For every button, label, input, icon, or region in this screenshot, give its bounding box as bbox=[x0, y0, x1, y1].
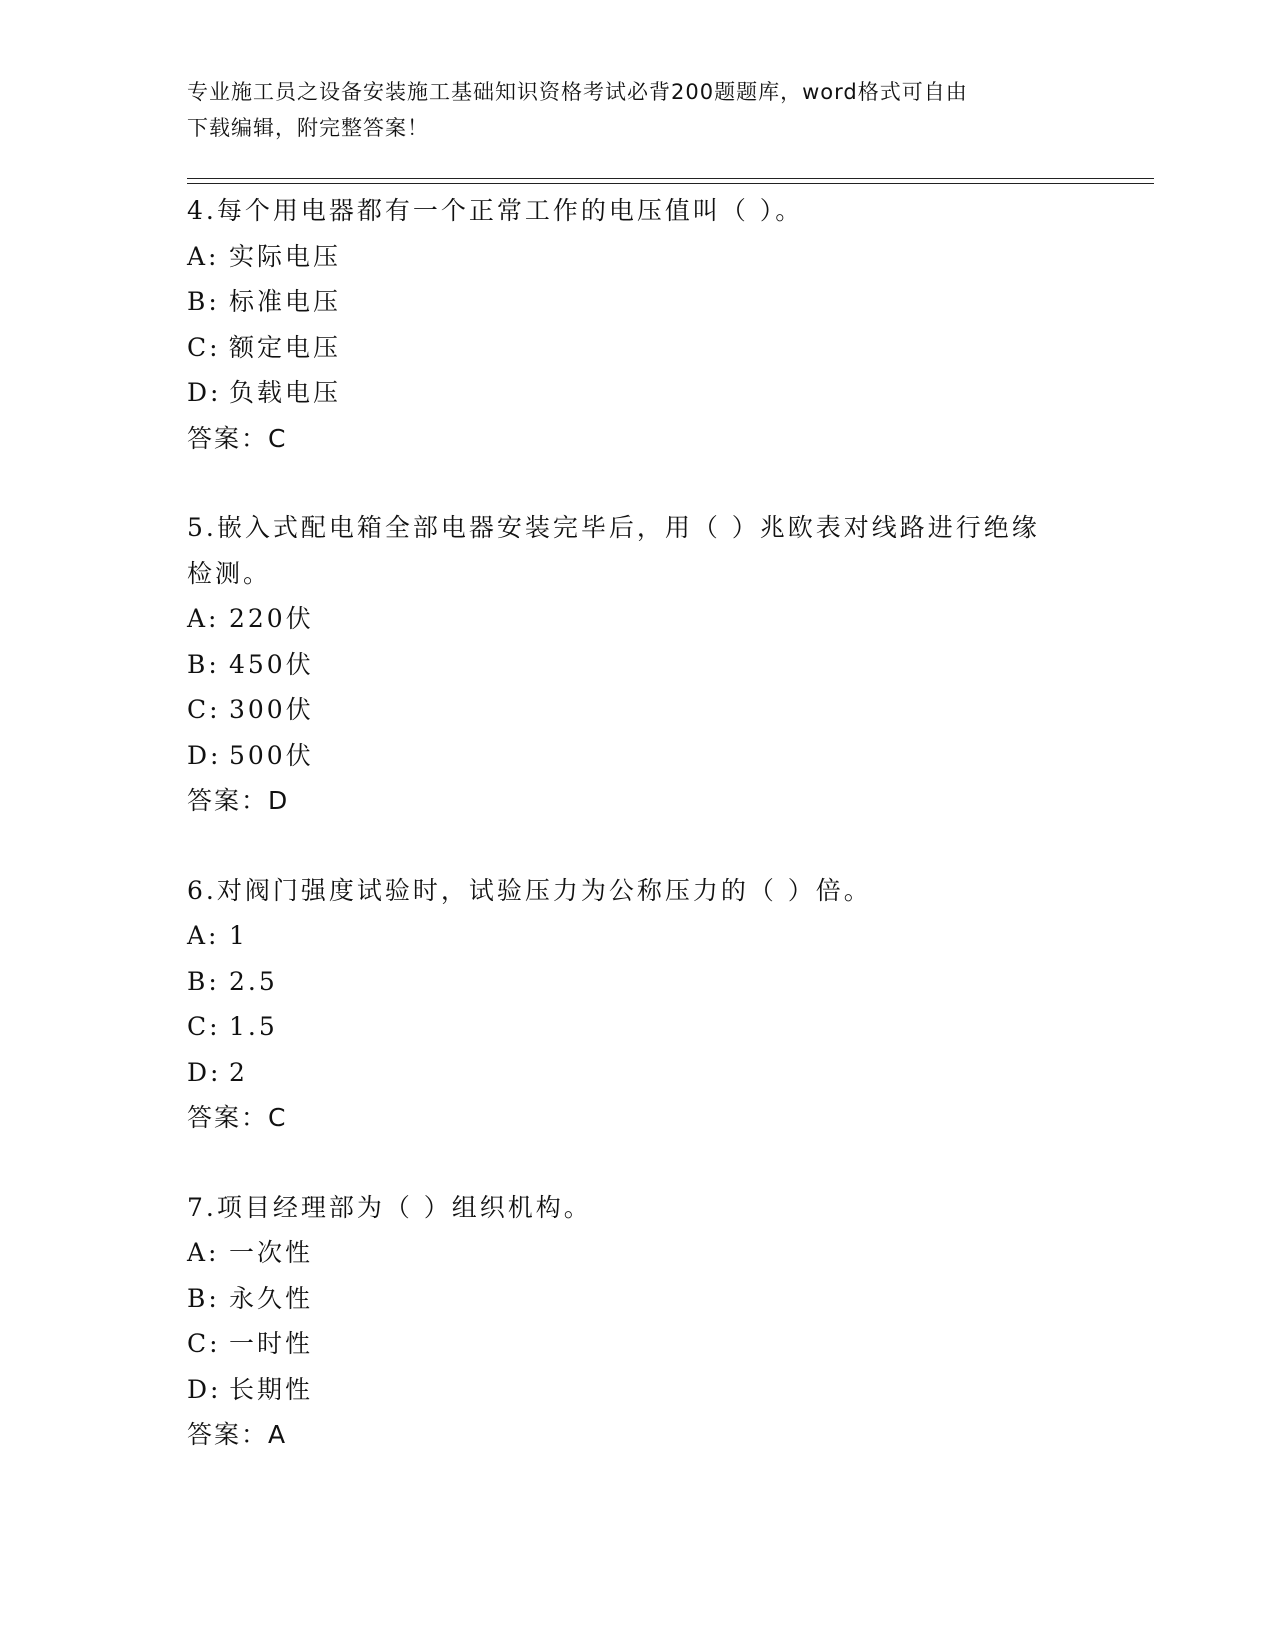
option-b bbox=[187, 642, 1087, 688]
option-c bbox=[187, 687, 1087, 733]
option-d bbox=[187, 1050, 1087, 1096]
option-label: D: bbox=[187, 1374, 222, 1404]
header-divider-bottom bbox=[187, 183, 1154, 184]
option-text: 220伏 bbox=[229, 604, 314, 633]
option-text: 一次性 bbox=[229, 1238, 314, 1267]
question-6 bbox=[187, 868, 1087, 1141]
answer-key: 答案：C bbox=[187, 423, 288, 453]
option-text: 500伏 bbox=[229, 740, 314, 770]
option-label: A: bbox=[187, 1238, 220, 1267]
question-stem: 4.每个用电器都有一个正常工作的电压值叫（ ）。 bbox=[187, 196, 804, 225]
option-b bbox=[187, 959, 1087, 1005]
option-label: D: bbox=[187, 1057, 222, 1087]
option-label: D: bbox=[187, 378, 222, 407]
header-divider-top bbox=[187, 178, 1154, 179]
option-c bbox=[187, 1004, 1087, 1050]
option-c bbox=[187, 325, 1087, 371]
question-list bbox=[187, 188, 1087, 1502]
option-label: C: bbox=[187, 1329, 221, 1358]
option-text: 1 bbox=[229, 921, 248, 950]
document-header bbox=[187, 74, 1087, 146]
question-7 bbox=[187, 1185, 1087, 1458]
option-label: D: bbox=[187, 740, 222, 770]
option-label: C: bbox=[187, 332, 221, 362]
question-stem: 5.嵌入式配电箱全部电器安装完毕后，用（ ）兆欧表对线路进行绝缘检测。 bbox=[187, 513, 1040, 588]
option-text: 永久性 bbox=[229, 1283, 314, 1313]
question-stem: 7.项目经理部为（ ）组织机构。 bbox=[187, 1192, 592, 1222]
option-label: B: bbox=[187, 1283, 220, 1313]
option-c bbox=[187, 1321, 1087, 1367]
option-text: 一时性 bbox=[229, 1329, 314, 1358]
option-a bbox=[187, 596, 1087, 642]
option-d bbox=[187, 733, 1087, 779]
option-text: 负载电压 bbox=[229, 378, 342, 407]
answer-key: 答案：A bbox=[187, 1420, 288, 1449]
option-label: A: bbox=[187, 241, 220, 271]
option-text: 2 bbox=[229, 1057, 248, 1087]
option-label: C: bbox=[187, 1012, 221, 1041]
option-text: 1.5 bbox=[229, 1012, 278, 1041]
option-text: 300伏 bbox=[229, 695, 314, 724]
question-4 bbox=[187, 188, 1087, 461]
option-a bbox=[187, 1230, 1087, 1276]
option-label: A: bbox=[187, 604, 220, 633]
option-text: 长期性 bbox=[229, 1374, 314, 1404]
option-d bbox=[187, 1367, 1087, 1413]
option-b bbox=[187, 279, 1087, 325]
option-text: 实际电压 bbox=[229, 241, 342, 271]
option-label: B: bbox=[187, 287, 220, 316]
question-5 bbox=[187, 505, 1087, 824]
header-title-line-2: 下载编辑，附完整答案！ bbox=[187, 116, 429, 140]
answer-key: 答案：C bbox=[187, 1103, 288, 1132]
option-d bbox=[187, 370, 1087, 416]
option-text: 额定电压 bbox=[229, 332, 342, 362]
option-label: B: bbox=[187, 649, 220, 679]
option-b bbox=[187, 1276, 1087, 1322]
option-a bbox=[187, 913, 1087, 959]
answer-key: 答案：D bbox=[187, 786, 290, 815]
option-text: 标准电压 bbox=[229, 287, 342, 316]
option-text: 2.5 bbox=[229, 966, 278, 996]
option-label: B: bbox=[187, 966, 220, 996]
option-label: A: bbox=[187, 921, 220, 950]
option-text: 450伏 bbox=[229, 649, 314, 679]
question-stem: 6.对阀门强度试验时，试验压力为公称压力的（ ）倍。 bbox=[187, 875, 872, 905]
header-title-line-1: 专业施工员之设备安装施工基础知识资格考试必背200题题库，word格式可自由 bbox=[187, 80, 968, 104]
option-label: C: bbox=[187, 695, 221, 724]
option-a bbox=[187, 234, 1087, 280]
